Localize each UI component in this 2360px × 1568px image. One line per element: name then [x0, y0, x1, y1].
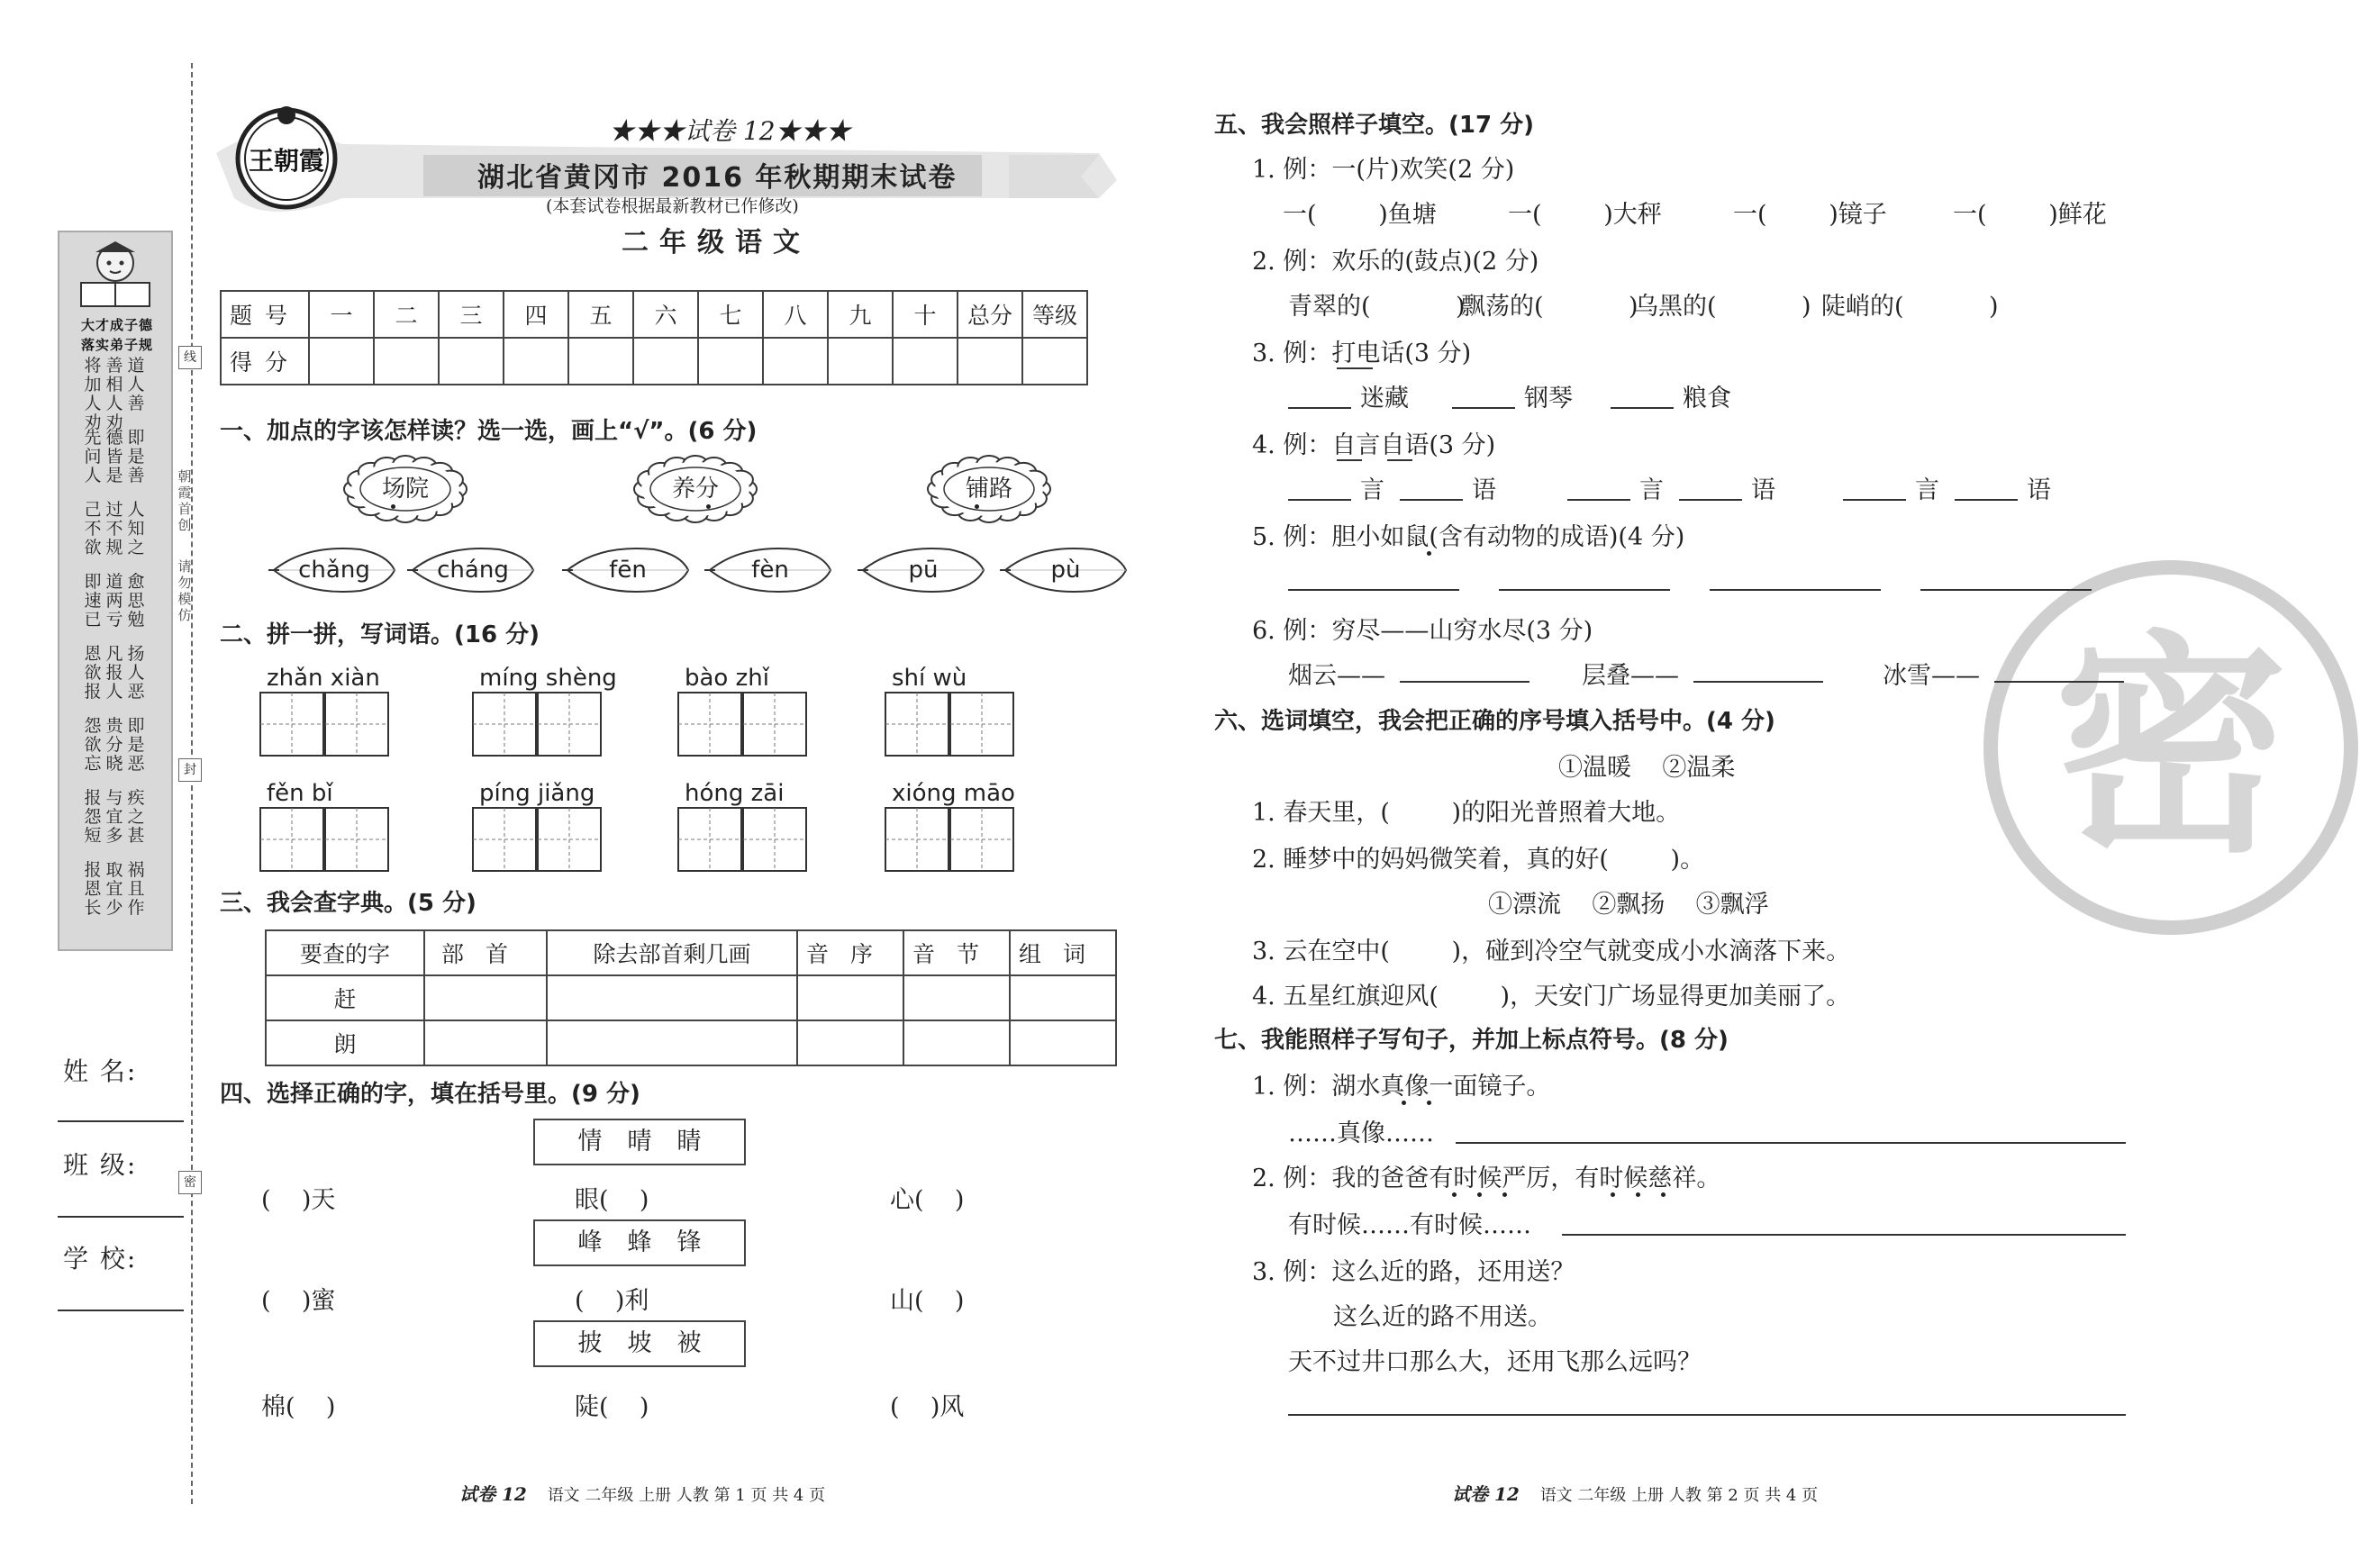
class-field[interactable] — [58, 1216, 184, 1218]
q5-s3-example-underline — [1337, 367, 1373, 369]
q5-s3-word: 迷藏 — [1360, 385, 1409, 412]
q4-blank-item[interactable]: ( )利 — [575, 1287, 649, 1315]
tian-grid-answer[interactable] — [472, 692, 602, 757]
motto-column: 报恩长 — [84, 860, 102, 918]
q2-title: 二、拼一拼，写词语。(16 分) — [220, 621, 540, 648]
q2-pinyin: míng shèng — [479, 665, 617, 692]
tian-grid-icon — [472, 807, 602, 872]
binding-note-1: 朝霞首创 — [177, 468, 192, 533]
q7-s1-answer-line[interactable] — [1456, 1142, 2126, 1144]
binding-line — [191, 63, 193, 1504]
q1-title: 一、加点的字该怎样读？选一选，画上“√”。(6 分) — [220, 418, 758, 445]
char-choice-box: 峰蜂锋 — [533, 1219, 746, 1266]
q6-s4: 4. 五星红旗迎风( )，天安门广场显得更加美丽了。 — [1252, 983, 1851, 1011]
q4-title: 四、选择正确的字，填在括号里。(9 分) — [220, 1081, 640, 1108]
score-row-label: 得分 — [221, 338, 309, 385]
q7-s1-example: 1. 例：湖水真像一面镜子。 — [1252, 1073, 1551, 1101]
word-flower — [634, 454, 757, 524]
score-header-cell: 一 — [309, 291, 374, 338]
q1-word: 场院 — [381, 476, 429, 503]
q2-pinyin: zhǎn xiàn — [267, 665, 380, 692]
q3-title: 三、我会查字典。(5 分) — [220, 890, 477, 917]
emphasis-dot — [975, 504, 979, 509]
motto-line-2: 落实弟子规 — [80, 337, 153, 353]
q4-blank-item[interactable]: ( )风 — [890, 1393, 965, 1421]
motto-column: 即是善 — [127, 428, 145, 485]
name-field[interactable] — [58, 1120, 184, 1122]
motto-column: 先问人 — [84, 428, 102, 485]
binding-mark-seal: 封 — [178, 758, 202, 782]
q5-s1-blank[interactable]: 一( )镜子 — [1733, 201, 1887, 229]
pinyin-option-text: pū — [908, 557, 939, 584]
q5-s2-blank[interactable]: 乌黑的( ) — [1634, 293, 1811, 321]
q5-s5-answer-line[interactable] — [1710, 589, 1881, 591]
exam-title: 湖北省黄冈市 2016 年秋期期末试卷 — [477, 162, 958, 194]
tian-grid-icon — [677, 692, 807, 757]
logo-text: 王朝霞 — [248, 146, 325, 176]
school-field[interactable] — [58, 1310, 184, 1311]
q5-s4-word-yu: 语 — [2027, 476, 2051, 504]
tian-grid-answer[interactable] — [885, 692, 1014, 757]
pinyin-leaf-option[interactable] — [1002, 544, 1130, 596]
q6-s2: 2. 睡梦中的妈妈微笑着，真的好( )。 — [1252, 846, 1705, 874]
motto-column: 道人善 — [127, 356, 145, 413]
motto-column: 祸且作 — [127, 860, 145, 918]
q7-s3-line2: 这么近的路不用送。 — [1333, 1303, 1552, 1331]
q4-blank-item[interactable]: 心( ) — [890, 1186, 965, 1214]
q2-pinyin: shí wù — [892, 665, 967, 692]
dict-char: 赶 — [266, 975, 424, 1020]
q6-s3: 3. 云在空中( )，碰到冷空气就变成小水滴落下来。 — [1252, 938, 1851, 965]
score-cell[interactable] — [309, 338, 374, 385]
footer-left — [459, 1480, 825, 1506]
tian-grid-icon — [259, 807, 389, 872]
q5-s1-blank[interactable]: 一( )大秤 — [1508, 201, 1662, 229]
q7-s2-prompt: 有时候……有时候…… — [1288, 1211, 1531, 1239]
q7-s2-dot-1 — [1452, 1192, 1457, 1197]
score-cell[interactable] — [439, 338, 504, 385]
motto-column: 善相人劝 — [105, 356, 123, 432]
q5-s4-answer-line[interactable] — [1400, 499, 1463, 501]
tian-grid-answer[interactable] — [259, 692, 389, 757]
q5-s2-blank[interactable]: 青翠的( ) — [1288, 293, 1466, 321]
q5-s2-example: 2. 例：欢乐的(鼓点)(2 分) — [1252, 248, 1539, 276]
q7-s1-dot-2 — [1427, 1101, 1431, 1105]
score-cell[interactable] — [374, 338, 439, 385]
q4-blank-item[interactable]: 陡( ) — [575, 1393, 649, 1421]
school-label: 学 校: — [63, 1244, 138, 1273]
score-cell[interactable] — [763, 338, 828, 385]
q7-s2-example: 2. 例：我的爸爸有时候严厉，有时候慈祥。 — [1252, 1165, 1721, 1192]
dict-header-cell: 组词 — [1010, 930, 1116, 975]
dict-header-cell: 除去部首剩几画 — [547, 930, 797, 975]
motto-column: 恩欲报 — [84, 644, 102, 702]
dict-answer-cell[interactable] — [797, 975, 903, 1020]
score-header-cell: 九 — [828, 291, 893, 338]
dict-answer-cell[interactable] — [797, 1020, 903, 1065]
score-header-cell: 总分 — [958, 291, 1022, 338]
q5-s3-answer-line[interactable] — [1288, 407, 1351, 409]
binding-mark-line: 线 — [178, 346, 202, 369]
q5-s4-underline-a — [1337, 459, 1362, 461]
motto-column: 贵分晓 — [105, 716, 123, 774]
score-cell[interactable] — [958, 338, 1022, 385]
score-header-cell: 十 — [893, 291, 958, 338]
q7-s3-answer-line[interactable] — [1288, 1414, 2126, 1416]
score-header-cell: 二 — [374, 291, 439, 338]
motto-column: 己不欲 — [84, 500, 102, 557]
score-header-cell: 三 — [439, 291, 504, 338]
q5-s6-answer-line[interactable] — [1400, 681, 1529, 683]
tian-grid-icon — [885, 807, 1014, 872]
dict-answer-cell[interactable] — [1010, 1020, 1116, 1065]
q5-s6-word: 冰雪—— — [1883, 662, 1980, 690]
tian-grid-answer[interactable] — [472, 807, 602, 872]
footer-right-text: 语文 二年级 上册 人教 第 2 页 共 4 页 — [1539, 1486, 1819, 1505]
tian-grid-icon — [259, 692, 389, 757]
dict-answer-cell[interactable] — [903, 975, 1010, 1020]
score-header-cell: 等级 — [1022, 291, 1087, 338]
score-cell[interactable] — [828, 338, 893, 385]
q5-s6-answer-line[interactable] — [1994, 681, 2124, 683]
q6-title: 六、选词填空，我会把正确的序号填入括号中。(4 分) — [1214, 708, 1775, 735]
q2-pinyin: hóng zāi — [685, 780, 785, 807]
score-cell[interactable] — [698, 338, 763, 385]
pinyin-leaf-option[interactable] — [564, 544, 692, 596]
q7-title: 七、我能照样子写句子，并加上标点符号。(8 分) — [1214, 1027, 1729, 1054]
q7-s1-dot-1 — [1402, 1101, 1406, 1105]
score-cell[interactable] — [893, 338, 958, 385]
score-header-cell: 四 — [504, 291, 568, 338]
q6-options-1: ①温暖 ②温柔 — [1558, 754, 1736, 782]
tian-grid-answer[interactable] — [677, 807, 807, 872]
q2-pinyin: píng jiǎng — [479, 780, 595, 807]
q5-s4-word-yan: 言 — [1639, 476, 1664, 504]
q5-s1-example: 1. 例：一(片)欢笑(2 分) — [1252, 156, 1515, 184]
dict-header-cell: 音节 — [903, 930, 1010, 975]
q5-s4-answer-line[interactable] — [1955, 499, 2018, 501]
footer-right-tag: 试卷 12 — [1452, 1483, 1520, 1505]
q5-s6-word: 烟云—— — [1288, 662, 1385, 690]
q7-s2-dot-3 — [1502, 1192, 1507, 1197]
q7-s2-dot-6 — [1661, 1192, 1666, 1197]
pinyin-option-text: fēn — [609, 557, 647, 584]
pinyin-leaf-option[interactable] — [859, 544, 987, 596]
q5-s4-answer-line[interactable] — [1567, 499, 1630, 501]
q5-s5-example: 5. 例：胆小如鼠(含有动物的成语)(4 分) — [1252, 523, 1685, 551]
q5-s4-word-yu: 语 — [1751, 476, 1775, 504]
brand-logo-icon — [232, 97, 340, 214]
pinyin-option-text: pù — [1050, 557, 1081, 584]
motto-column: 怨欲忘 — [84, 716, 102, 774]
seal-text: 密 — [2054, 612, 2288, 884]
score-cell[interactable] — [1022, 338, 1087, 385]
motto-column: 与宜多 — [105, 788, 123, 846]
q2-pinyin: bào zhǐ — [685, 665, 769, 692]
score-table — [220, 290, 1088, 385]
score-header-cell: 题号 — [221, 291, 309, 338]
q5-s4-word-yan: 言 — [1360, 476, 1384, 504]
q5-s3-word: 钢琴 — [1524, 385, 1573, 412]
pinyin-leaf-option[interactable] — [409, 544, 537, 596]
tian-grid-icon — [472, 692, 602, 757]
score-header-cell: 六 — [633, 291, 698, 338]
score-header-cell: 五 — [568, 291, 633, 338]
motto-column: 凡报人 — [105, 644, 123, 702]
q5-s4-answer-line[interactable] — [1843, 499, 1906, 501]
q5-s4-word-yan: 言 — [1915, 476, 1939, 504]
q5-s3-answer-line[interactable] — [1452, 407, 1515, 409]
q5-s1-blank[interactable]: 一( )鱼塘 — [1283, 201, 1437, 229]
q7-s2-dot-4 — [1611, 1192, 1615, 1197]
q5-s3-example: 3. 例：打电话(3 分) — [1252, 340, 1472, 367]
q5-s4-underline-b — [1387, 459, 1412, 461]
q2-pinyin: fěn bǐ — [267, 780, 333, 807]
class-label: 班 级: — [63, 1150, 138, 1180]
pinyin-option-text: cháng — [437, 557, 509, 584]
q5-s2-blank[interactable]: 飘荡的( ) — [1461, 293, 1638, 321]
dict-char: 朗 — [266, 1020, 424, 1065]
motto-column: 将加人劝 — [84, 356, 102, 432]
dict-answer-cell[interactable] — [424, 975, 547, 1020]
q5-s6-answer-line[interactable] — [1693, 681, 1823, 683]
dict-answer-cell[interactable] — [547, 975, 797, 1020]
dict-header-cell: 音序 — [797, 930, 903, 975]
pinyin-option-text: fèn — [751, 557, 789, 584]
dict-header-cell: 要查的字 — [266, 930, 424, 975]
tian-grid-icon — [677, 807, 807, 872]
q5-s2-blank[interactable]: 陡峭的( ) — [1821, 293, 1999, 321]
q7-s2-dot-2 — [1477, 1192, 1482, 1197]
q5-s4-word-yu: 语 — [1472, 476, 1496, 504]
q5-s5-answer-line[interactable] — [1920, 589, 2092, 591]
score-cell[interactable] — [568, 338, 633, 385]
q5-s6-example: 6. 例：穷尽——山穷水尽(3 分) — [1252, 617, 1593, 645]
q5-s3-word: 粮食 — [1683, 385, 1731, 412]
q5-s3-answer-line[interactable] — [1611, 407, 1674, 409]
exam-note: (本套试卷根据最新教材已作修改) — [546, 196, 799, 216]
student-mascot-icon — [68, 236, 162, 312]
pinyin-leaf-option[interactable] — [706, 544, 834, 596]
q2-pinyin: xióng māo — [892, 780, 1015, 807]
q1-word: 养分 — [671, 476, 719, 503]
q5-s4-answer-line[interactable] — [1288, 499, 1351, 501]
footer-left-tag: 试卷 12 — [459, 1483, 527, 1505]
score-header-cell: 七 — [698, 291, 763, 338]
q6-options-2: ①漂流 ②飘扬 ③飘浮 — [1488, 891, 1769, 919]
motto-column: 人知之 — [127, 500, 145, 557]
exam-subject: 二年级语文 — [622, 227, 811, 258]
q5-s4-answer-line[interactable] — [1679, 499, 1742, 501]
motto-line-1: 大才成子德 — [80, 317, 153, 333]
q5-s1-blank[interactable]: 一( )鲜花 — [1953, 201, 2107, 229]
char-choice-box: 披坡被 — [533, 1320, 746, 1367]
q4-blank-item[interactable]: 眼( ) — [575, 1186, 649, 1214]
word-flower — [344, 454, 467, 524]
q5-s5-emphasis-dot — [1427, 551, 1431, 556]
score-cell[interactable] — [504, 338, 568, 385]
emphasis-dot — [706, 504, 711, 509]
q7-s3-prompt: 天不过井口那么大，还用飞那么远吗？ — [1288, 1348, 1702, 1376]
motto-column: 扬人恶 — [127, 644, 145, 702]
q7-s2-dot-5 — [1636, 1192, 1640, 1197]
q5-s6-word: 层叠—— — [1582, 662, 1679, 690]
word-flower — [928, 454, 1050, 524]
score-header-cell: 八 — [763, 291, 828, 338]
q6-s1: 1. 春天里，( )的阳光普照着大地。 — [1252, 799, 1681, 827]
q7-s1-prompt: ……真像…… — [1288, 1119, 1434, 1147]
tian-grid-answer[interactable] — [885, 807, 1014, 872]
binding-note-2: 请勿模仿 — [177, 558, 192, 623]
motto-column: 即是恶 — [127, 716, 145, 774]
tian-grid-icon — [885, 692, 1014, 757]
q4-blank-item[interactable]: 山( ) — [890, 1287, 965, 1315]
tian-grid-answer[interactable] — [677, 692, 807, 757]
footer-left-text: 语文 二年级 上册 人教 第 1 页 共 4 页 — [547, 1486, 826, 1505]
motto-column: 道两亏 — [105, 572, 123, 630]
dictionary-table — [265, 929, 1117, 1066]
motto-column: 即速已 — [84, 572, 102, 630]
name-label: 姓 名: — [63, 1056, 138, 1086]
q5-s5-answer-line[interactable] — [1499, 589, 1670, 591]
pinyin-option-text: chǎng — [298, 557, 370, 584]
q4-blank-item[interactable]: ( )天 — [261, 1186, 336, 1214]
pinyin-leaf-option[interactable] — [270, 544, 398, 596]
score-cell[interactable] — [633, 338, 698, 385]
dict-answer-cell[interactable] — [547, 1020, 797, 1065]
q4-blank-item[interactable]: ( )蜜 — [261, 1287, 336, 1315]
tian-grid-answer[interactable] — [259, 807, 389, 872]
q5-s5-answer-line[interactable] — [1288, 589, 1459, 591]
dict-header-cell: 部首 — [424, 930, 547, 975]
emphasis-dot — [391, 504, 395, 509]
motto-column: 德皆是 — [105, 428, 123, 485]
footer-right — [1452, 1480, 1818, 1506]
motto-column: 报怨短 — [84, 788, 102, 846]
q7-s3-example: 3. 例：这么近的路，还用送？ — [1252, 1258, 1575, 1286]
q4-blank-item[interactable]: 棉( ) — [261, 1393, 336, 1421]
q5-s4-example: 4. 例：自言自语(3 分) — [1252, 431, 1496, 459]
dict-answer-cell[interactable] — [424, 1020, 547, 1065]
q5-title: 五、我会照样子填空。(17 分) — [1214, 112, 1534, 139]
motto-column: 过不规 — [105, 500, 123, 557]
motto-column: 取宜少 — [105, 860, 123, 918]
dict-answer-cell[interactable] — [903, 1020, 1010, 1065]
q7-s2-answer-line[interactable] — [1562, 1234, 2126, 1236]
q1-word: 铺路 — [965, 476, 1012, 503]
motto-column: 愈思勉 — [127, 572, 145, 630]
motto-column: 疾之甚 — [127, 788, 145, 846]
binding-mark-secret: 密 — [178, 1171, 202, 1194]
paper-tag: ★★★试卷 12★★★ — [609, 116, 851, 146]
secret-seal-watermark — [1982, 558, 2360, 937]
dict-answer-cell[interactable] — [1010, 975, 1116, 1020]
char-choice-box: 情晴睛 — [533, 1119, 746, 1165]
